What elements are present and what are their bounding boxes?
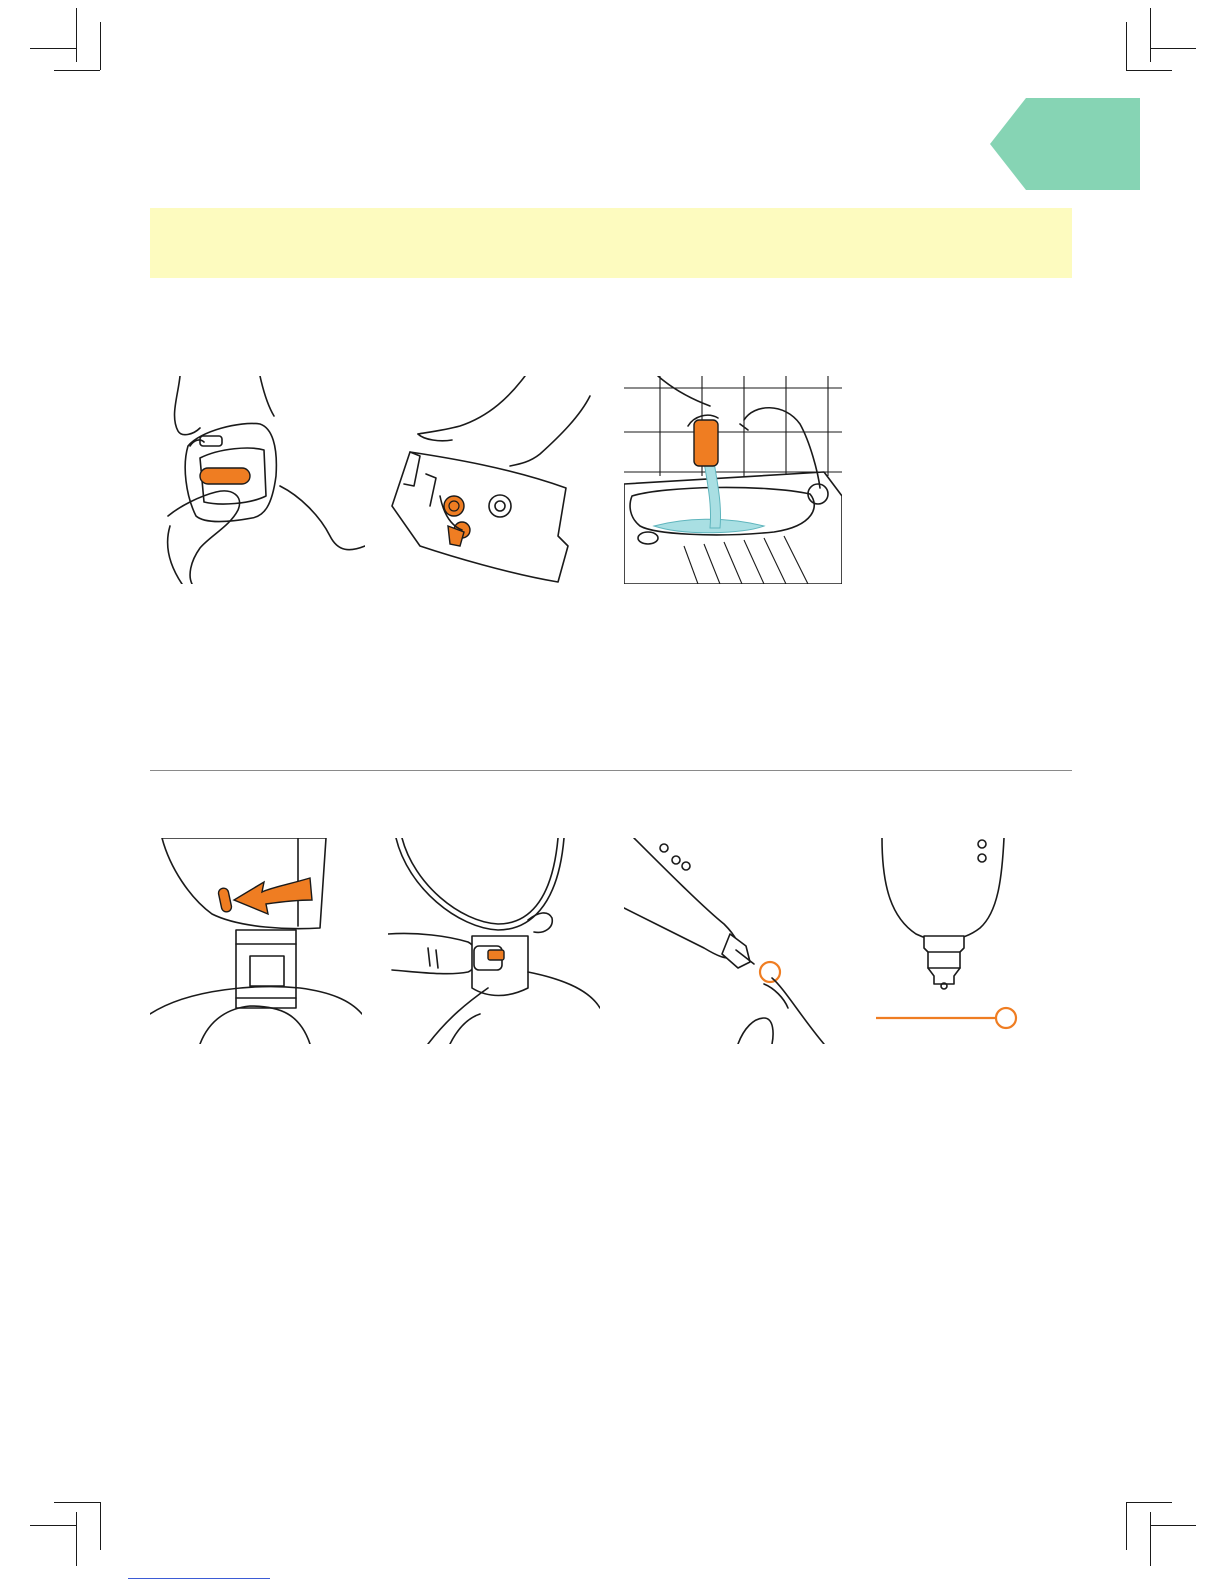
figure-turn-head-release [150, 838, 362, 1044]
figure-open-tank-plugs [390, 376, 600, 584]
figure-remove-water-tank [160, 376, 365, 584]
figure-clean-nozzle-tip [624, 838, 842, 1044]
figure-press-release-button [388, 838, 600, 1044]
footer-link-underline [128, 1578, 270, 1579]
figure-nozzle-detail [872, 838, 1040, 1044]
arrow-tab-icon [990, 98, 1140, 190]
section-tab [990, 98, 1140, 190]
figure-empty-tank-in-sink [624, 376, 842, 584]
notice-band [150, 208, 1072, 278]
section-divider [150, 770, 1072, 771]
